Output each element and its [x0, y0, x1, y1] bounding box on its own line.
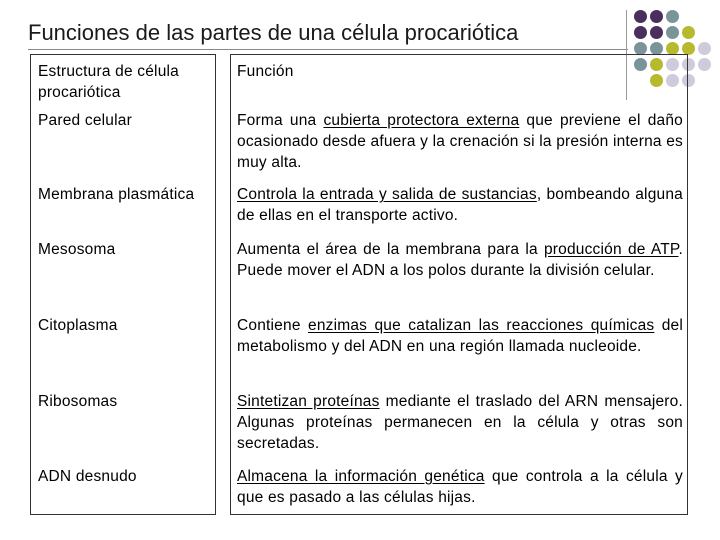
row-structure: ADN desnudo: [38, 468, 137, 485]
row-function: [237, 184, 683, 226]
row-structure: Mesosoma: [38, 241, 116, 258]
row-structure: Pared celular: [38, 112, 132, 129]
underlined-phrase: Almacena la información genética: [237, 468, 485, 485]
page-title: Funciones de las partes de una célula procariótica: [28, 20, 519, 45]
decorative-dot: [634, 10, 647, 23]
underlined-phrase: enzimas que catalizan las reacciones químicas: [308, 317, 655, 334]
text-segment: que previene el daño ocasionado desde afuera y la crenación si la presión interna es muy alta.: [237, 112, 684, 171]
text-segment: Forma una: [237, 112, 324, 129]
header-structure: Estructura de célula procariótica: [38, 63, 179, 101]
row-structure: Membrana plasmática: [38, 186, 195, 203]
text-segment: . Puede mover el ADN a los polos durante la división celular.: [237, 241, 683, 279]
row-function: [237, 466, 683, 508]
decorative-dot: [650, 10, 663, 23]
row-function: [237, 110, 683, 173]
decorative-dot: [698, 42, 711, 55]
underlined-phrase: cubierta protectora externa: [323, 112, 520, 129]
decorative-dot: [682, 26, 695, 39]
row-function: [237, 315, 683, 357]
decorative-dot: [698, 58, 711, 71]
header-function: Función: [237, 63, 294, 80]
decorative-dot: [666, 26, 679, 39]
decorative-dot: [666, 10, 679, 23]
row-function: [237, 239, 683, 281]
underlined-phrase: Sintetizan proteínas: [237, 393, 380, 410]
decorative-dot: [634, 26, 647, 39]
row-structure: Citoplasma: [38, 317, 118, 334]
text-segment: Contiene: [237, 317, 309, 334]
underlined-phrase: producción de ATP: [543, 241, 679, 258]
text-segment: Aumenta el área de la membrana para la: [237, 241, 544, 258]
decorative-dot: [650, 26, 663, 39]
text-segment: mediante el traslado del ARN mensajero. Algunas proteínas permanecen en la célula y otras son secretadas.: [237, 393, 683, 452]
title-divider: [28, 49, 628, 50]
text-segment: del metabolismo y del ADN en una región llamada nucleoide.: [237, 317, 684, 355]
row-function: [237, 391, 683, 454]
text-segment: que controla a la célula y que es pasado a las células hijas.: [237, 468, 683, 506]
row-structure: Ribosomas: [38, 393, 118, 410]
underlined-phrase: Controla la entrada y salida de sustancias: [237, 186, 537, 203]
text-segment: , bombeando alguna de ellas en el transporte activo.: [237, 186, 683, 224]
